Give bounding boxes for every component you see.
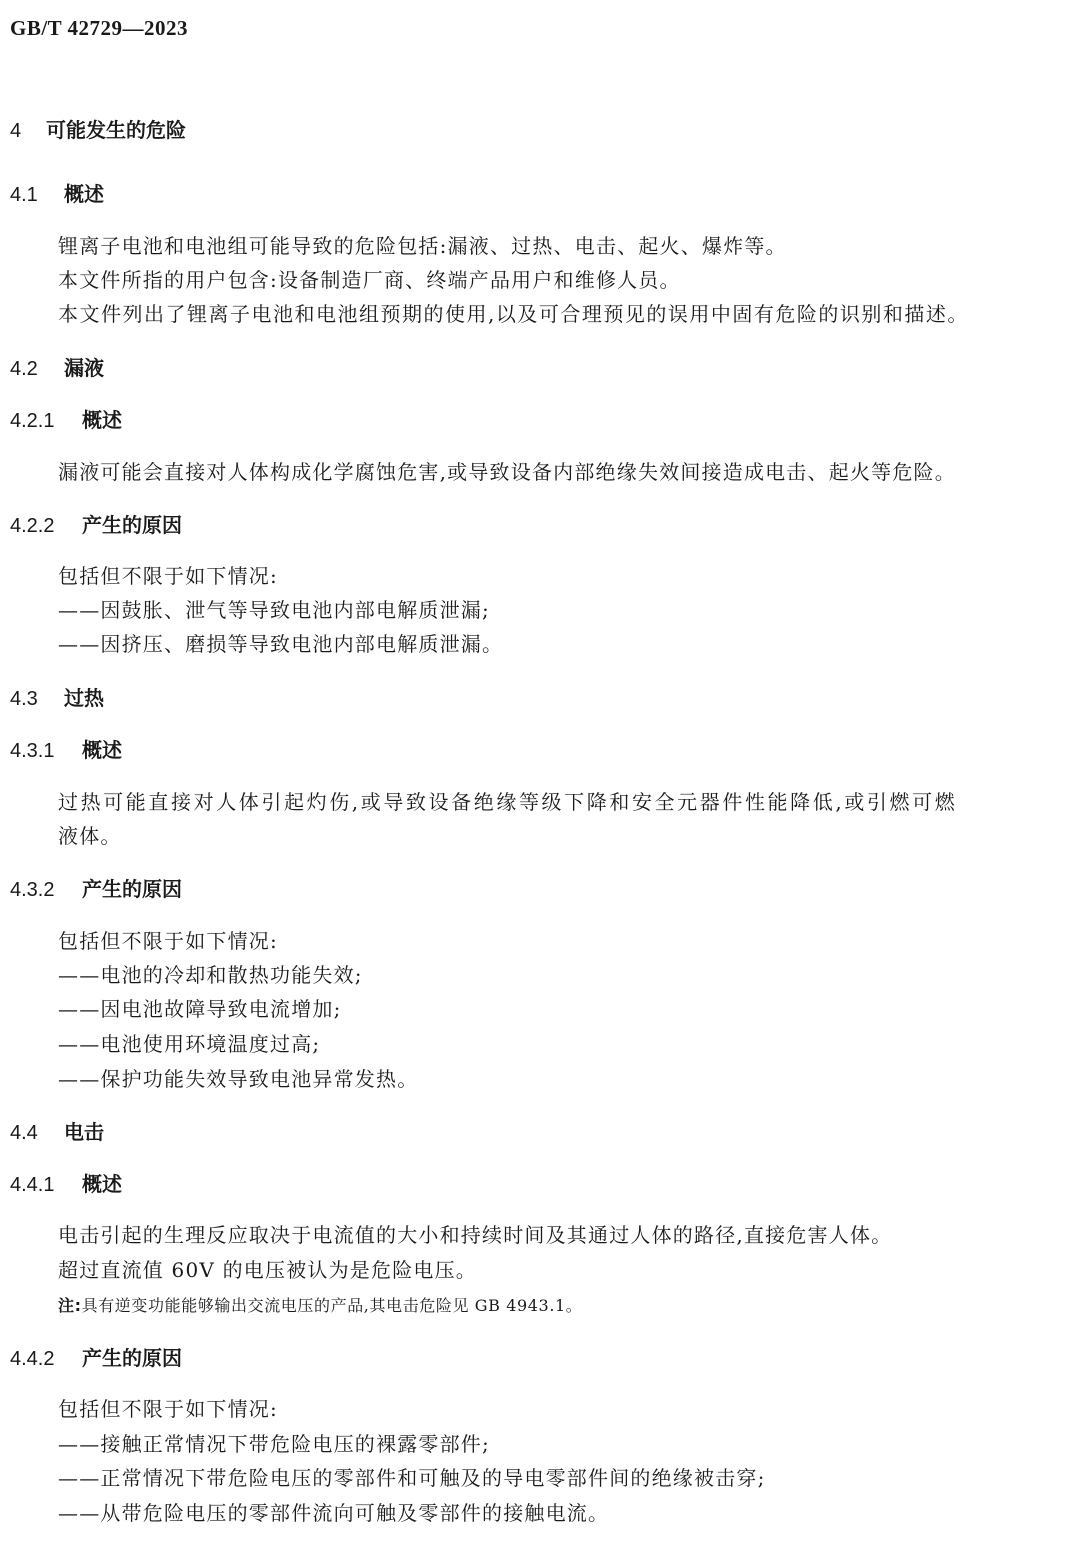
section-title: 可能发生的危险 bbox=[46, 118, 186, 142]
heading-4-3-2 bbox=[10, 873, 182, 902]
heading-4-2-1 bbox=[10, 404, 122, 433]
paragraph: 漏液可能会直接对人体构成化学腐蚀危害,或导致设备内部绝缘失效间接造成电击、起火等危险。 bbox=[58, 460, 956, 484]
section-number: 4.2.2 bbox=[10, 515, 55, 537]
section-title: 电击 bbox=[64, 1120, 104, 1144]
list-item: ——电池的冷却和散热功能失效; bbox=[58, 963, 363, 987]
paragraph: 液体。 bbox=[58, 824, 122, 848]
document-header: GB/T 42729—2023 bbox=[10, 16, 189, 40]
section-number: 4 bbox=[10, 120, 22, 142]
section-number: 4.2 bbox=[10, 358, 38, 380]
section-title: 概述 bbox=[82, 738, 122, 762]
list-item: ——因鼓胀、泄气等导致电池内部电解质泄漏; bbox=[58, 598, 490, 622]
heading-4-3 bbox=[10, 682, 104, 711]
heading-4-4 bbox=[10, 1116, 104, 1145]
paragraph: 本文件列出了锂离子电池和电池组预期的使用,以及可合理预见的误用中固有危险的识别和描述。 bbox=[58, 302, 969, 326]
section-title: 漏液 bbox=[64, 356, 104, 380]
heading-4 bbox=[10, 114, 186, 143]
list-item: ——电池使用环境温度过高; bbox=[58, 1032, 321, 1056]
section-title: 产生的原因 bbox=[82, 1346, 182, 1370]
section-number: 4.4.2 bbox=[10, 1348, 55, 1370]
section-title: 产生的原因 bbox=[82, 877, 182, 901]
paragraph: 包括但不限于如下情况: bbox=[58, 1397, 278, 1421]
section-title: 概述 bbox=[64, 182, 104, 206]
paragraph: 锂离子电池和电池组可能导致的危险包括:漏液、过热、电击、起火、爆炸等。 bbox=[58, 234, 787, 258]
heading-4-4-2 bbox=[10, 1342, 182, 1371]
section-number: 4.3.2 bbox=[10, 879, 55, 901]
list-item: ——正常情况下带危险电压的零部件和可触及的导电零部件间的绝缘被击穿; bbox=[58, 1466, 766, 1490]
list-item: ——保护功能失效导致电池异常发热。 bbox=[58, 1067, 419, 1091]
note-text: 具有逆变功能能够输出交流电压的产品,其电击危险见 GB 4943.1。 bbox=[81, 1296, 583, 1315]
paragraph: 超过直流值 60V 的电压被认为是危险电压。 bbox=[58, 1258, 478, 1282]
section-title: 概述 bbox=[82, 1172, 122, 1196]
section-number: 4.4 bbox=[10, 1122, 38, 1144]
list-item: ——因电池故障导致电流增加; bbox=[58, 997, 342, 1021]
heading-4-3-1 bbox=[10, 734, 122, 763]
section-title: 概述 bbox=[82, 408, 122, 432]
note bbox=[58, 1293, 582, 1316]
paragraph: 电击引起的生理反应取决于电流值的大小和持续时间及其通过人体的路径,直接危害人体。 bbox=[58, 1223, 893, 1247]
paragraph: 本文件所指的用户包含:设备制造厂商、终端产品用户和维修人员。 bbox=[58, 268, 681, 292]
heading-4-2 bbox=[10, 352, 104, 381]
section-number: 4.1 bbox=[10, 184, 38, 206]
list-item: ——因挤压、磨损等导致电池内部电解质泄漏。 bbox=[58, 632, 504, 656]
paragraph: 包括但不限于如下情况: bbox=[58, 929, 278, 953]
section-number: 4.3 bbox=[10, 688, 38, 710]
heading-4-1 bbox=[10, 178, 104, 207]
section-title: 过热 bbox=[64, 686, 104, 710]
heading-4-2-2 bbox=[10, 509, 182, 538]
section-number: 4.2.1 bbox=[10, 410, 55, 432]
section-title: 产生的原因 bbox=[82, 513, 182, 537]
note-label: 注: bbox=[58, 1296, 82, 1315]
section-number: 4.3.1 bbox=[10, 740, 55, 762]
section-number: 4.4.1 bbox=[10, 1174, 55, 1196]
paragraph: 过热可能直接对人体引起灼伤,或导致设备绝缘等级下降和安全元器件性能降低,或引燃可燃 bbox=[58, 790, 958, 814]
paragraph: 包括但不限于如下情况: bbox=[58, 564, 278, 588]
list-item: ——从带危险电压的零部件流向可触及零部件的接触电流。 bbox=[58, 1501, 610, 1525]
heading-4-4-1 bbox=[10, 1168, 122, 1197]
list-item: ——接触正常情况下带危险电压的裸露零部件; bbox=[58, 1432, 490, 1456]
